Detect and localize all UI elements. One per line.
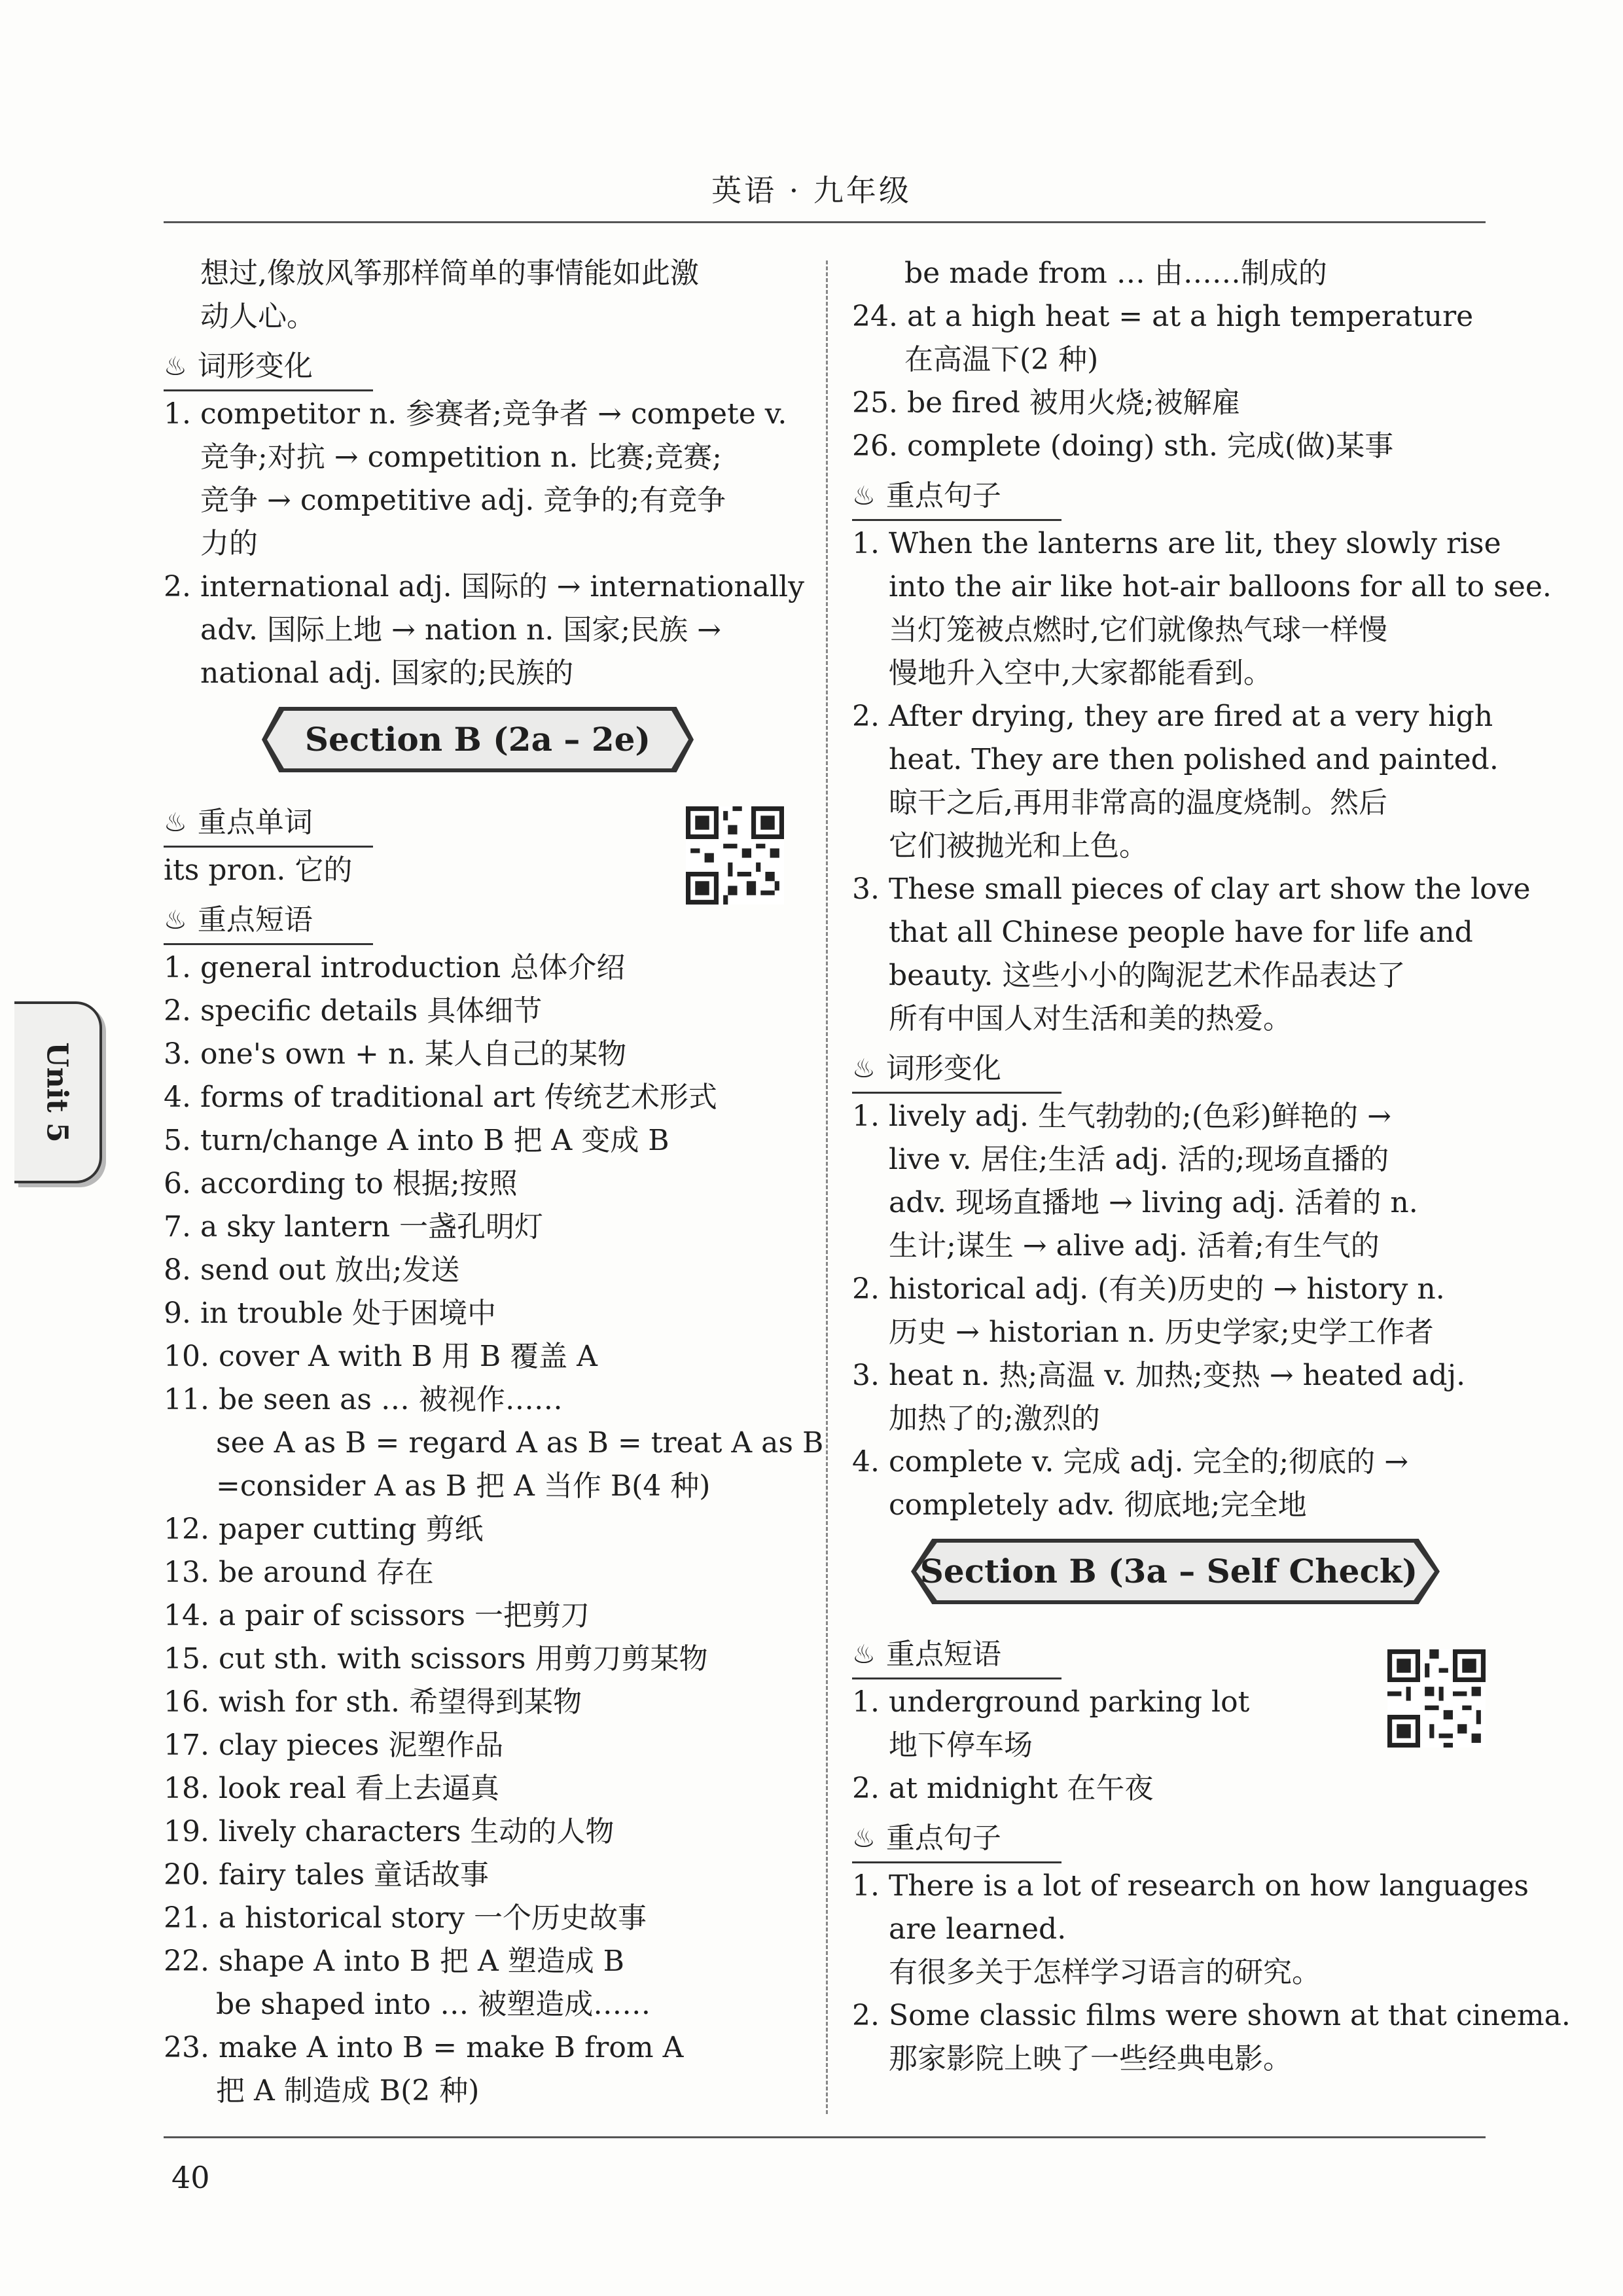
sentence-line: into the air like hot-air balloons for all to see. (889, 570, 1552, 603)
sentence-line: 1. When the lanterns are lit, they slowly rise (852, 527, 1501, 560)
word-form-line: 2. historical adj. (有关)历史的 → history n. (852, 1272, 1445, 1306)
sentence-line: are learned. (889, 1912, 1067, 1946)
phrase-line: 22. shape A into B 把 A 塑造成 B (164, 1945, 625, 1978)
unit-tab (14, 1001, 102, 1183)
sentence-line: heat. They are then polished and painted. (889, 743, 1499, 776)
sentence-line: 2. After drying, they are fired at a very high (852, 700, 1493, 733)
phrase-line: see A as B = regard A as B = treat A as B (216, 1426, 824, 1460)
phrase-line: 16. wish for sth. 希望得到某物 (164, 1685, 582, 1719)
steam-icon: ♨ (852, 481, 876, 511)
key-word-line: its pron. 它的 (164, 853, 353, 887)
heading-label: 词形变化 (197, 350, 313, 383)
qr-code-icon[interactable] (1387, 1649, 1486, 1748)
section-heading (852, 1047, 1061, 1094)
phrase-line: 10. cover A with B 用 B 覆盖 A (164, 1340, 597, 1373)
sentence-line: 慢地升入空中,大家都能看到。 (889, 656, 1272, 690)
phrase-line: be shaped into … 被塑造成…… (216, 1988, 651, 2021)
phrase-line: 23. make A into B = make B from A (164, 2031, 684, 2064)
steam-icon: ♨ (164, 808, 187, 838)
word-form-line: 竞争 → competitive adj. 竞争的;有竞争 (200, 484, 726, 517)
phrase-line: 24. at a high heat = at a high temperature (852, 300, 1474, 333)
phrase-line: 25. be fired 被用火烧;被解雇 (852, 386, 1241, 420)
steam-icon: ♨ (852, 1823, 876, 1854)
sentence-line: beauty. 这些小小的陶泥艺术作品表达了 (889, 959, 1406, 992)
header-rule (164, 221, 1486, 223)
phrase-line: 20. fairy tales 童话故事 (164, 1858, 490, 1892)
heading-label: 词形变化 (885, 1052, 1001, 1085)
sentence-line: 当灯笼被点燃时,它们就像热气球一样慢 (889, 613, 1387, 647)
word-form-line: 4. complete v. 完成 adj. 完全的;彻底的 → (852, 1445, 1409, 1479)
section-banner (852, 1539, 1486, 1611)
phrase-line: 地下停车场 (889, 1729, 1033, 1762)
steam-icon: ♨ (852, 1640, 876, 1670)
phrase-line: 把 A 制造成 B(2 种) (216, 2074, 480, 2108)
banner-title: Section B (3a – Self Check) (919, 1552, 1418, 1590)
word-form-line: live v. 居住;生活 adj. 活的;现场直播的 (889, 1143, 1389, 1176)
page-number: 40 (171, 2160, 210, 2195)
sentence-line: 晾干之后,再用非常高的温度烧制。然后 (889, 786, 1387, 819)
word-form-line: adv. 现场直播地 → living adj. 活着的 n. (889, 1186, 1418, 1219)
word-form-line: 3. heat n. 热;高温 v. 加热;变热 → heated adj. (852, 1359, 1466, 1392)
phrase-line: 7. a sky lantern 一盏孔明灯 (164, 1210, 543, 1244)
heading-label: 重点句子 (885, 479, 1001, 512)
phrase-line: be made from … 由……制成的 (904, 257, 1327, 290)
sentence-line: 1. There is a lot of research on how languages (852, 1869, 1529, 1903)
sentence-line: 有很多关于怎样学习语言的研究。 (889, 1956, 1321, 1989)
left-column (164, 252, 824, 2113)
phrase-line: 11. be seen as … 被视作…… (164, 1383, 563, 1416)
sentence-line: 2. Some classic films were shown at that cinema. (852, 1999, 1571, 2032)
phrase-line: 13. be around 存在 (164, 1556, 434, 1589)
column-divider (826, 260, 828, 2114)
section-banner (164, 707, 792, 779)
section-heading (852, 1817, 1061, 1863)
steam-icon: ♨ (164, 905, 187, 935)
phrase-line: 1. general introduction 总体介绍 (164, 951, 626, 984)
phrase-line: 17. clay pieces 泥塑作品 (164, 1729, 504, 1762)
steam-icon: ♨ (852, 1054, 876, 1084)
phrase-line: 19. lively characters 生动的人物 (164, 1815, 615, 1848)
steam-icon: ♨ (164, 351, 187, 382)
heading-label: 重点句子 (885, 1821, 1001, 1855)
word-form-line: 1. lively adj. 生气勃勃的;(色彩)鲜艳的 → (852, 1100, 1391, 1133)
heading-label: 重点单词 (197, 806, 313, 839)
intro-line: 想过,像放风筝那样简单的事情能如此激 (200, 257, 699, 290)
phrase-line: 26. complete (doing) sth. 完成(做)某事 (852, 429, 1394, 463)
heading-label: 重点短语 (197, 903, 313, 937)
word-form-line: 力的 (200, 527, 258, 560)
phrase-line: 8. send out 放出;发送 (164, 1253, 460, 1287)
word-form-line: 竞争;对抗 → competition n. 比赛;竞赛; (200, 440, 722, 474)
sentence-line: 3. These small pieces of clay art show the love (852, 872, 1531, 906)
word-form-line: 历史 → historian n. 历史学家;史学工作者 (889, 1316, 1434, 1349)
word-form-line: completely adv. 彻底地;完全地 (889, 1488, 1307, 1522)
word-form-line: adv. 国际上地 → nation n. 国家;民族 → (200, 613, 721, 647)
phrase-line: 14. a pair of scissors 一把剪刀 (164, 1599, 590, 1632)
banner-title: Section B (2a – 2e) (304, 720, 651, 759)
word-form-line: 生计;谋生 → alive adj. 活着;有生气的 (889, 1229, 1380, 1263)
phrase-line: 9. in trouble 处于困境中 (164, 1297, 497, 1330)
phrase-line: 18. look real 看上去逼真 (164, 1772, 500, 1805)
phrase-line: 1. underground parking lot (852, 1685, 1250, 1719)
phrase-line: 6. according to 根据;按照 (164, 1167, 518, 1200)
right-column (852, 252, 1571, 2081)
word-form-line: 加热了的;激烈的 (889, 1402, 1100, 1435)
phrase-line: 在高温下(2 种) (904, 343, 1099, 376)
section-heading (164, 899, 373, 945)
section-heading (852, 475, 1061, 521)
section-heading (164, 801, 373, 848)
phrase-line: =consider A as B 把 A 当作 B(4 种) (216, 1469, 711, 1503)
qr-code-icon[interactable] (686, 806, 784, 905)
phrase-line: 5. turn/change A into B 把 A 变成 B (164, 1124, 669, 1157)
phrase-line: 21. a historical story 一个历史故事 (164, 1901, 647, 1935)
heading-label: 重点短语 (885, 1638, 1001, 1671)
section-heading (852, 1633, 1061, 1679)
word-form-line: 1. competitor n. 参赛者;竞争者 → compete v. (164, 397, 787, 431)
word-form-line: 2. international adj. 国际的 → internationally (164, 570, 804, 603)
word-form-line: national adj. 国家的;民族的 (200, 656, 574, 690)
footer-rule (164, 2136, 1486, 2138)
phrase-line: 3. one's own + n. 某人自己的某物 (164, 1037, 627, 1071)
unit-tab-label: Unit 5 (40, 1042, 74, 1143)
phrase-line: 15. cut sth. with scissors 用剪刀剪某物 (164, 1642, 708, 1676)
sentence-line: 那家影院上映了一些经典电影。 (889, 2042, 1292, 2075)
section-heading (164, 345, 373, 391)
phrase-line: 4. forms of traditional art 传统艺术形式 (164, 1081, 717, 1114)
phrase-line: 12. paper cutting 剪纸 (164, 1513, 484, 1546)
intro-line: 动人心。 (200, 300, 315, 333)
sentence-line: that all Chinese people have for life and (889, 916, 1473, 949)
phrase-line: 2. at midnight 在午夜 (852, 1772, 1154, 1805)
phrase-line: 2. specific details 具体细节 (164, 994, 543, 1028)
page-header-title: 英语 · 九年级 (711, 173, 912, 208)
sentence-line: 它们被抛光和上色。 (889, 829, 1148, 863)
sentence-line: 所有中国人对生活和美的热爱。 (889, 1002, 1292, 1035)
